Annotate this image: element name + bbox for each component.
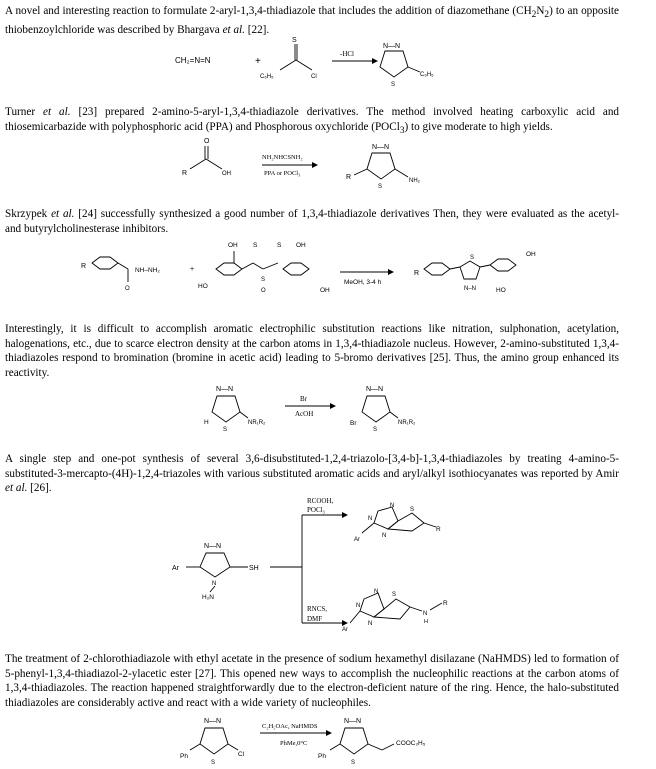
svg-text:N: N (368, 516, 373, 522)
svg-text:N: N (390, 503, 395, 509)
svg-text:NH₂: NH₂ (409, 178, 420, 184)
svg-text:S: S (277, 242, 282, 249)
svg-text:N—N: N—N (204, 543, 222, 550)
svg-text:O: O (204, 138, 210, 145)
svg-text:O: O (261, 288, 266, 294)
svg-text:SH: SH (249, 565, 259, 572)
svg-text:N—N: N—N (372, 144, 390, 151)
svg-text:DMF: DMF (307, 615, 323, 623)
svg-text:OH: OH (296, 242, 306, 249)
svg-text:OH: OH (222, 171, 231, 177)
svg-text:Cl: Cl (311, 74, 317, 80)
svg-text:PPA or POCl₃: PPA or POCl₃ (264, 170, 301, 177)
svg-text:N—N: N—N (344, 718, 362, 725)
svg-text:NH₂NHCSNH₂: NH₂NHCSNH₂ (262, 154, 303, 161)
svg-text:Ar: Ar (342, 627, 348, 633)
paragraph-3: Skrzypek et al. [24] successfully synthesized a good number of 1,3,4-thiadiazole derivatives Then, they were evaluated as the acetyl- and butyrylcholinesterase inhibitors. (5, 208, 619, 235)
paragraph-6: The treatment of 2-chlorothiadiazole with ethyl acetate in the presence of sodium hexamethyl disilazane (NaHMDS) led to formation of 5-phenyl-1,3,4-thiadiazol-2-ylacetic ester [27]. This opened new ways to accomplish the nucleophilic reactions at the carbon atoms of 1,3,4-thiadiazoles. The reaction happened straightforwardly due to the electron-deficient nature of the ring. Hence, the halo-substituted thiadiazoles are considerably active and react with a wide variety of nucleophiles. (5, 653, 619, 709)
scheme-6 (176, 716, 476, 768)
svg-text:MeOH, 3-4 h: MeOH, 3-4 h (344, 279, 382, 286)
svg-text:POCl₃: POCl₃ (307, 506, 326, 514)
svg-text:Ar: Ar (172, 565, 179, 572)
svg-text:S: S (470, 255, 475, 261)
svg-text:N: N (356, 603, 361, 609)
svg-text:R: R (443, 600, 448, 607)
svg-text:S: S (351, 760, 356, 766)
svg-text:Cl: Cl (238, 751, 245, 758)
svg-text:AcOH: AcOH (295, 410, 314, 418)
svg-text:R: R (414, 270, 420, 277)
svg-text:RNCS,: RNCS, (307, 605, 328, 613)
svg-text:NR₁R₂: NR₁R₂ (248, 420, 266, 426)
svg-text:Ph: Ph (180, 753, 188, 760)
svg-text:R: R (182, 170, 188, 177)
svg-text:O: O (125, 286, 130, 292)
paragraph-2: Turner et al. [23] prepared 2-amino-5-aryl-1,3,4-thiadiazole derivatives. The method involved heating carboxylic acid and thiosemicarbazide with polyphosphoric acid (PPA) and Phosphorous oxychloride (POCl$_3$) to give moderate to high yields. (5, 106, 620, 136)
svg-text:S: S (378, 184, 383, 190)
reagent-hcl: -HCl (340, 50, 354, 58)
svg-text:S: S (410, 507, 415, 513)
svg-text:C₆H₅: C₆H₅ (260, 74, 274, 80)
svg-text:HO: HO (496, 287, 506, 294)
scheme-4 (200, 384, 450, 436)
diazomethane-label: CH₂=N=N (175, 56, 211, 65)
svg-text:N–N: N–N (464, 286, 477, 292)
svg-text:Br: Br (350, 420, 357, 427)
svg-text:N: N (382, 533, 387, 539)
svg-text:N: N (368, 621, 373, 627)
svg-text:S: S (373, 427, 378, 433)
svg-text:N—N: N—N (383, 43, 401, 50)
svg-text:H: H (424, 619, 428, 625)
svg-text:H: H (204, 419, 209, 426)
svg-text:+: + (190, 266, 195, 273)
svg-text:OH: OH (526, 251, 536, 258)
svg-text:HO: HO (198, 283, 208, 290)
paragraph-5: A single step and one-pot synthesis of several 3,6-disubstituted-1,2,4-triazolo-[3,4-b]-1,3,4-thiadiazoles by treating 4-amino-5-substituted-3-mercapto-(4H)-1,2,4-triazoles with various substituted aromatic acids and aryl/alkyl isothiocyanates was reported by Amir et al. [26]. (5, 453, 619, 495)
svg-text:N: N (374, 589, 379, 595)
svg-text:N—N: N—N (204, 718, 222, 725)
svg-text:Ph: Ph (318, 753, 326, 760)
svg-text:S: S (261, 277, 266, 283)
svg-text:N—N: N—N (216, 386, 234, 393)
svg-text:S: S (292, 37, 297, 44)
paragraph-1: A novel and interesting reaction to formulate 2-aryl-1,3,4-thiadiazole that includes the addition of diazomethane $(CH_2N_2)$ to an opposite thiobenzoylchloride was described by Bhargava et al. [22]. (5, 5, 619, 36)
svg-text:S: S (253, 242, 258, 249)
scheme-5 (160, 495, 480, 645)
svg-text:NH–NH₂: NH–NH₂ (135, 267, 160, 274)
svg-text:C₂H₅OAc, NaHMDS: C₂H₅OAc, NaHMDS (262, 723, 318, 730)
svg-text:COOC₂H₅: COOC₂H₅ (396, 740, 426, 747)
svg-text:S: S (223, 427, 228, 433)
svg-text:R: R (81, 263, 87, 270)
svg-text:Br: Br (300, 395, 307, 403)
svg-text:+: + (255, 56, 261, 67)
svg-text:S: S (392, 592, 397, 598)
scheme-1 (170, 34, 470, 90)
svg-text:Ar: Ar (354, 537, 360, 543)
svg-text:S: S (211, 760, 216, 766)
svg-text:RCOOH,: RCOOH, (307, 497, 334, 505)
scheme-2 (182, 135, 452, 195)
svg-text:N: N (423, 611, 428, 617)
svg-text:C₆H₅: C₆H₅ (420, 72, 434, 78)
svg-text:N: N (212, 581, 217, 587)
svg-text:R: R (346, 174, 352, 181)
paragraph-4: Interestingly, it is difficult to accomplish aromatic electrophilic substitution reactions like nitration, sulphonation, acetylation, halogenations, etc., due to scarce electron density at the carbon atoms in 1,3,4-thiadiazole nucleus. However, 2-amino-substituted 1,3,4-thiadiazoles respond to bromination (bromine in acetic acid) leading to 5-bromo derivatives [25]. Thus, the amino group enhanced its reactivity. (5, 323, 619, 379)
svg-text:OH: OH (228, 242, 238, 249)
svg-text:H₂N: H₂N (202, 594, 214, 601)
scheme-3 (78, 237, 558, 307)
svg-text:R: R (436, 526, 441, 533)
svg-text:PhMe,0°C: PhMe,0°C (280, 740, 308, 747)
svg-text:S: S (391, 82, 396, 88)
svg-text:N—N: N—N (366, 386, 384, 393)
svg-text:OH: OH (320, 287, 330, 294)
svg-text:NR₁R₂: NR₁R₂ (398, 420, 416, 426)
